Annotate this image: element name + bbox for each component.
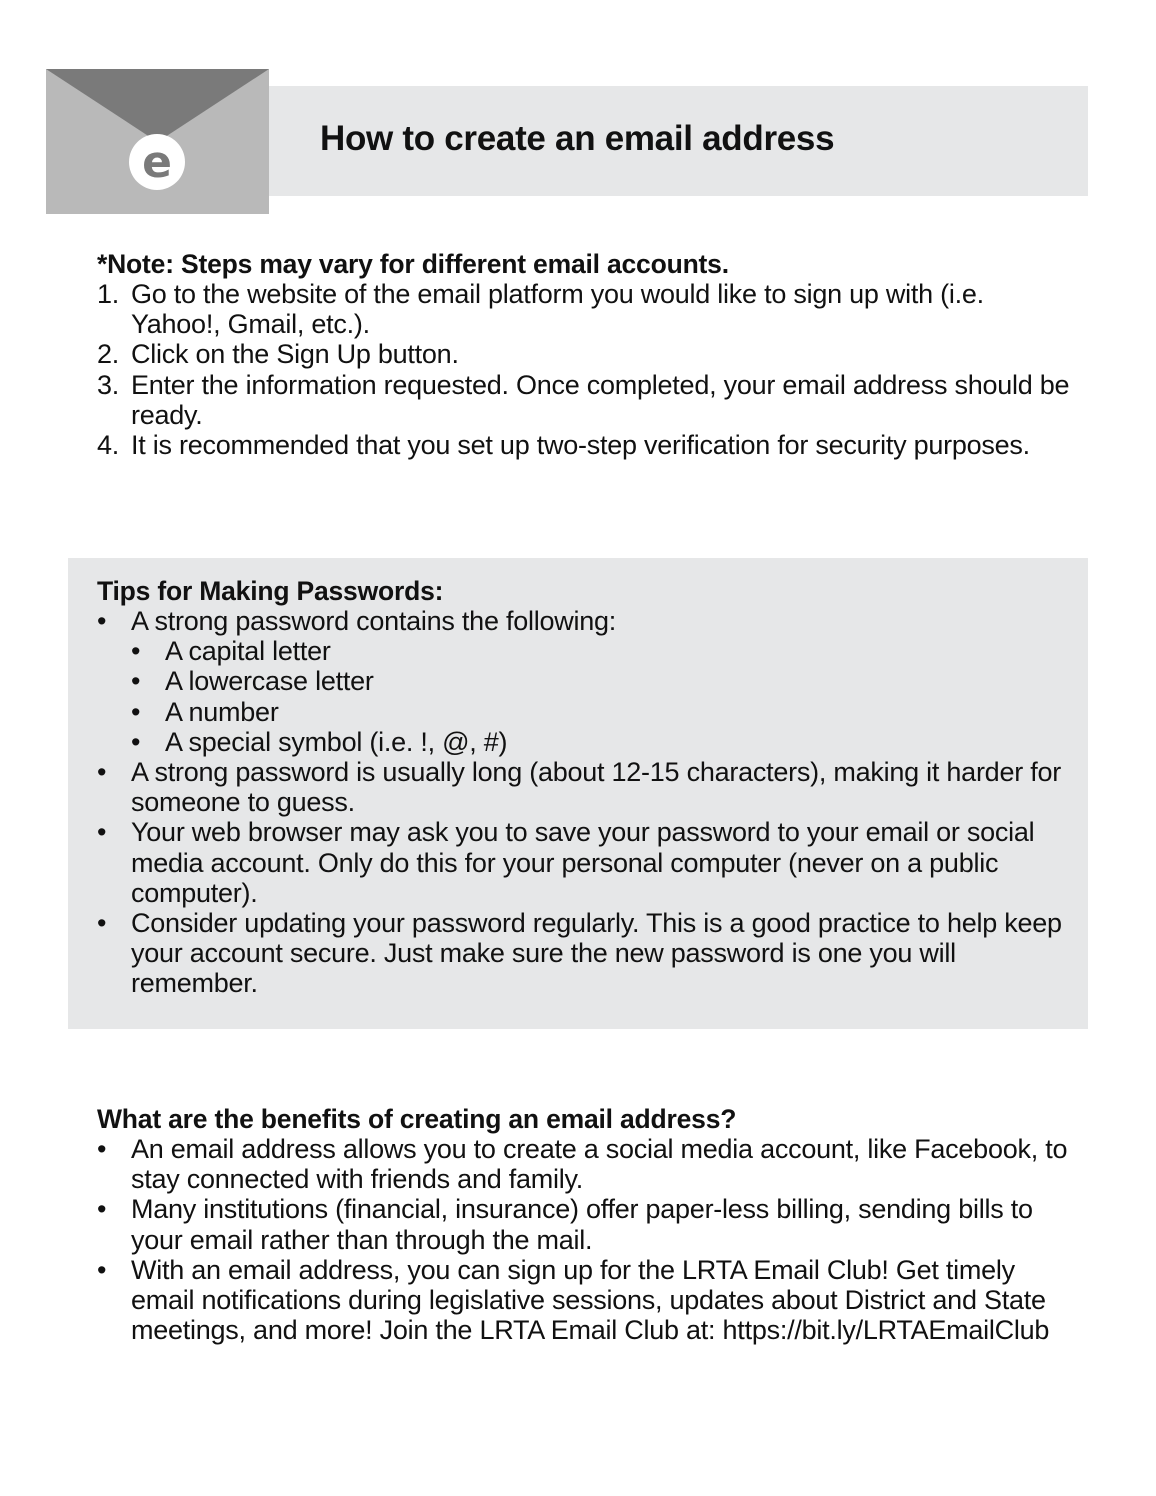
step-number: 4.	[97, 430, 120, 461]
tip-text: Consider updating your password regularly. This is a good practice to help keep your account secure. Just make sure the new password is one you will remember.	[131, 908, 1062, 999]
list-item	[97, 279, 1072, 339]
step-number: 2.	[97, 339, 120, 370]
bullet: •	[97, 1134, 107, 1164]
list-item	[97, 606, 1072, 757]
bullet: •	[97, 606, 107, 636]
tip-text: Your web browser may ask you to save your password to your email or social media account. Only do this for your personal computer (never on a public computer).	[131, 817, 1035, 908]
steps-note: *Note: Steps may vary for different email accounts.	[97, 249, 729, 279]
benefits-heading: What are the benefits of creating an email address?	[97, 1104, 737, 1134]
list-item	[131, 636, 1072, 666]
step-number: 1.	[97, 279, 120, 309]
tip-subtext: A capital letter	[165, 636, 331, 667]
step-number: 3.	[97, 369, 120, 400]
steps-section	[97, 249, 1072, 460]
tips-heading: Tips for Making Passwords:	[97, 576, 444, 606]
step-text: Click on the Sign Up button.	[131, 339, 459, 370]
benefit-text: With an email address, you can sign up for the LRTA Email Club! Get timely email notifications during legislative sessions, updates about District and State meetings, and more! Join the LRTA Email Club at: https://bit.ly/LRTAEmailClub	[131, 1254, 1050, 1346]
tip-subtext: A number	[165, 696, 279, 727]
envelope-icon	[46, 69, 269, 214]
list-item	[97, 1134, 1072, 1194]
steps-list	[97, 279, 1072, 460]
bullet: •	[97, 817, 107, 848]
tip-subtext: A special symbol (i.e. !, @, #)	[165, 726, 508, 757]
list-item	[97, 370, 1072, 430]
step-text: Go to the website of the email platform you would like to sign up with (i.e. Yahoo!, Gmail, etc.).	[131, 279, 984, 340]
list-item	[97, 757, 1072, 817]
tip-subtext: A lowercase letter	[165, 666, 374, 697]
bullet: •	[131, 726, 141, 757]
bullet: •	[97, 1254, 107, 1285]
tips-sublist	[131, 636, 1072, 757]
list-item	[131, 666, 1072, 696]
bullet: •	[131, 666, 141, 697]
benefit-text: An email address allows you to create a social media account, like Facebook, to stay connected with friends and family.	[131, 1134, 1068, 1195]
bullet: •	[97, 757, 107, 788]
tip-text: A strong password contains the following:	[131, 606, 617, 636]
bullet: •	[97, 1194, 107, 1225]
page-title: How to create an email address	[320, 119, 835, 158]
list-item	[97, 339, 1072, 369]
title-bar	[269, 86, 1088, 196]
benefits-section	[97, 1104, 1072, 1345]
list-item	[131, 697, 1072, 727]
list-item	[97, 817, 1072, 908]
benefit-text: Many institutions (financial, insurance) offer paper-less billing, sending bills to your email rather than through the mail.	[131, 1194, 1033, 1255]
list-item	[131, 727, 1072, 757]
step-text: Enter the information requested. Once completed, your email address should be ready.	[131, 369, 1070, 430]
list-item	[97, 908, 1072, 999]
step-text: It is recommended that you set up two-step verification for security purposes.	[131, 430, 1030, 461]
envelope-letter: e	[142, 137, 172, 188]
bullet: •	[131, 696, 141, 727]
tip-text: A strong password is usually long (about 12-15 characters), making it harder for someone to guess.	[131, 757, 1061, 818]
benefits-list	[97, 1134, 1072, 1345]
bullet: •	[97, 908, 107, 939]
list-item	[97, 1194, 1072, 1254]
list-item	[97, 430, 1072, 460]
tips-section	[97, 576, 1072, 999]
tips-list	[97, 606, 1072, 999]
list-item	[97, 1255, 1072, 1346]
bullet: •	[131, 636, 141, 667]
